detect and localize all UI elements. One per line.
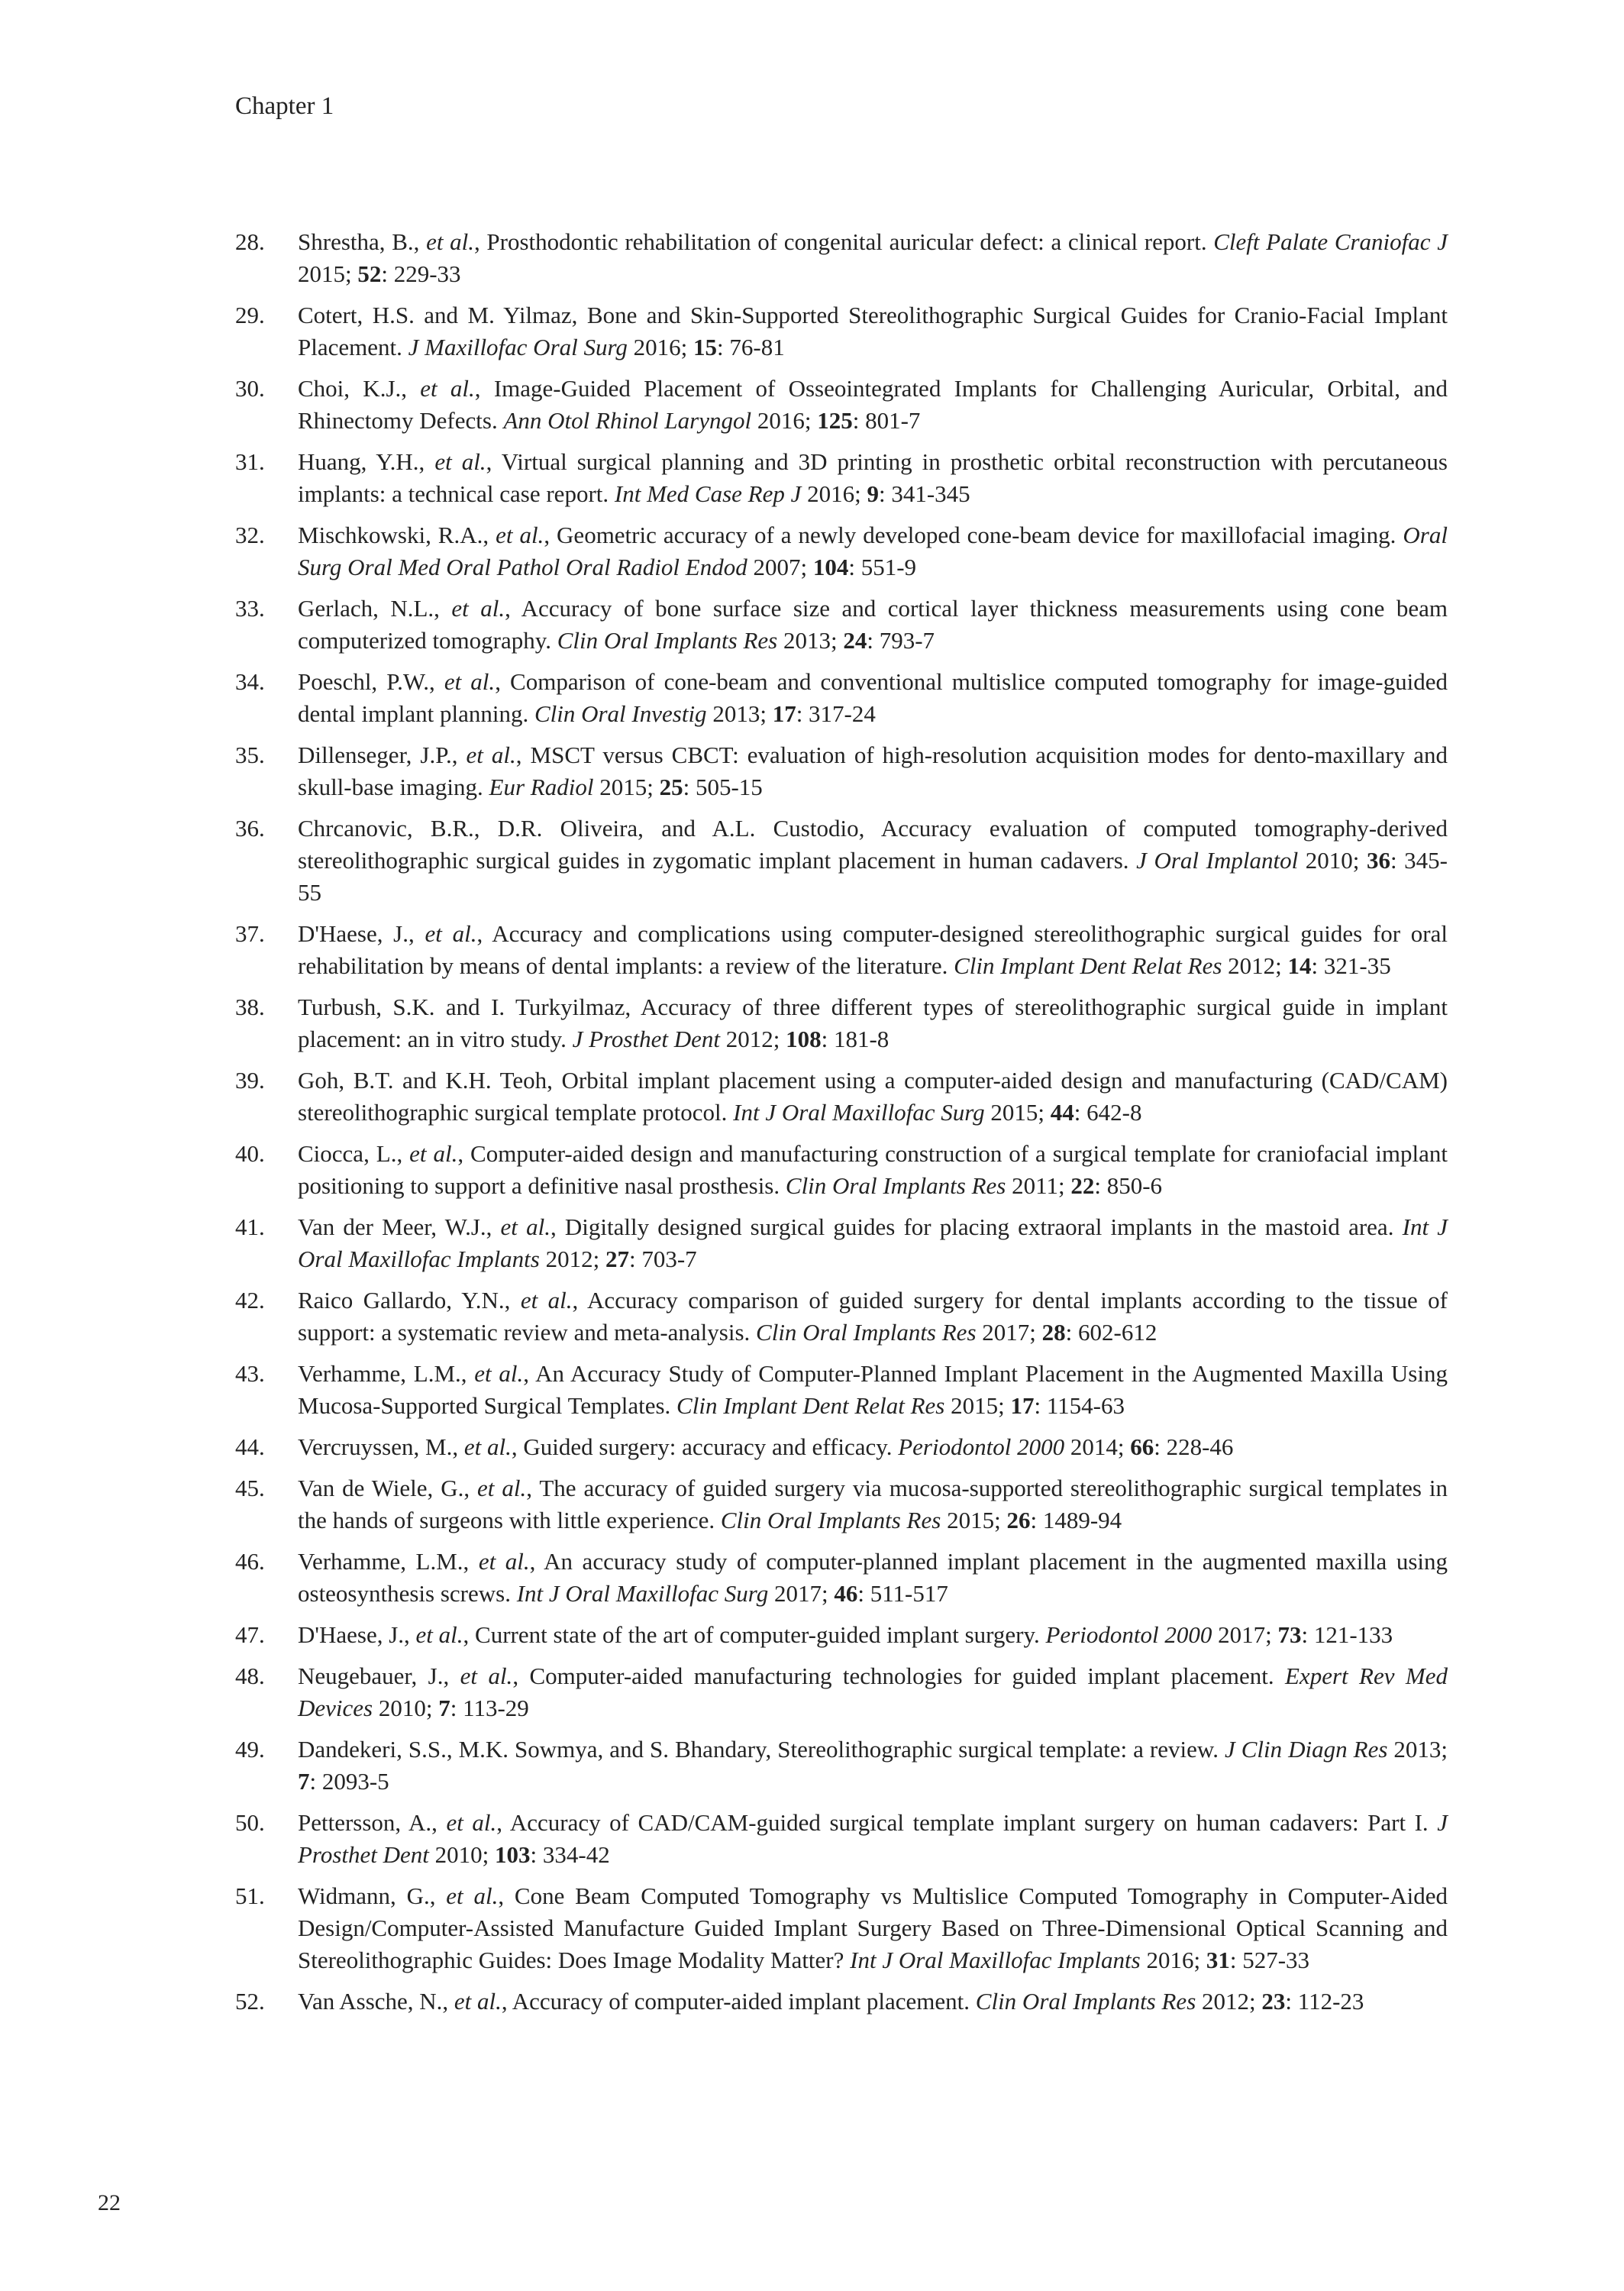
- reference-text: Widmann, G., et al., Cone Beam Computed Tomography vs Multislice Computed Tomography in Computer-Aided Design/Computer-Assisted Manufacture Guided Implant Surgery Based on Three-Dimensional Optical Scanning and Stereolithographic Guides: Does Image Modality Matter? Int J Oral Maxillofac Implants 2016; 31: 527-33: [298, 1882, 1448, 1973]
- reference-number: 42.: [235, 1287, 265, 1314]
- reference-item: [235, 813, 1448, 909]
- reference-number: 34.: [235, 668, 265, 695]
- reference-number: 37.: [235, 920, 265, 947]
- reference-item: [235, 593, 1448, 657]
- reference-item: [235, 1986, 1448, 2018]
- reference-item: [235, 1431, 1448, 1463]
- reference-item: [235, 299, 1448, 364]
- reference-item: [235, 373, 1448, 437]
- reference-number: 51.: [235, 1882, 265, 1909]
- reference-item: [235, 666, 1448, 730]
- reference-item: [235, 1807, 1448, 1871]
- reference-text: Cotert, H.S. and M. Yilmaz, Bone and Skin-Supported Stereolithographic Surgical Guides for Cranio-Facial Implant Placement. J Maxillofac Oral Surg 2016; 15: 76-81: [298, 302, 1448, 360]
- reference-number: 28.: [235, 228, 265, 255]
- reference-text: Turbush, S.K. and I. Turkyilmaz, Accuracy of three different types of stereolithographic surgical guide in implant placement: an in vitro study. J Prosthet Dent 2012; 108: 181-8: [298, 994, 1448, 1052]
- reference-text: D'Haese, J., et al., Accuracy and complications using computer-designed stereolithographic surgical guides for oral rehabilitation by means of dental implants: a review of the literature. Clin Implant Dent Relat Res 2012; 14: 321-35: [298, 920, 1448, 979]
- reference-number: 45.: [235, 1475, 265, 1501]
- reference-item: [235, 1211, 1448, 1275]
- reference-item: [235, 226, 1448, 290]
- reference-number: 41.: [235, 1213, 265, 1240]
- reference-text: Mischkowski, R.A., et al., Geometric accuracy of a newly developed cone-beam device for maxillofacial imaging. Oral Surg Oral Med Oral Pathol Oral Radiol Endod 2007; 104: 551-9: [298, 522, 1448, 580]
- reference-text: Goh, B.T. and K.H. Teoh, Orbital implant placement using a computer-aided design and manufacturing (CAD/CAM) stereolithographic surgical template protocol. Int J Oral Maxillofac Surg 2015; 44: 642-8: [298, 1067, 1448, 1126]
- page-number: 22: [98, 2190, 121, 2215]
- reference-text: Chrcanovic, B.R., D.R. Oliveira, and A.L. Custodio, Accuracy evaluation of computed tomography-derived stereolithographic surgical guides in zygomatic implant placement in human cadavers. J Oral Implantol 2010; 36: 345-55: [298, 815, 1448, 906]
- reference-item: [235, 918, 1448, 982]
- reference-number: 49.: [235, 1736, 265, 1763]
- reference-text: Verhamme, L.M., et al., An accuracy study of computer-planned implant placement in the augmented maxilla using osteosynthesis screws. Int J Oral Maxillofac Surg 2017; 46: 511-517: [298, 1548, 1448, 1607]
- reference-number: 33.: [235, 595, 265, 622]
- chapter-label: Chapter 1: [235, 92, 334, 120]
- reference-number: 35.: [235, 742, 265, 768]
- reference-number: 30.: [235, 375, 265, 402]
- reference-item: [235, 1065, 1448, 1129]
- reference-number: 50.: [235, 1809, 265, 1836]
- reference-text: Raico Gallardo, Y.N., et al., Accuracy comparison of guided surgery for dental implants according to the tissue of support: a systematic review and meta-analysis. Clin Oral Implants Res 2017; 28: 602-612: [298, 1287, 1448, 1346]
- reference-item: [235, 1734, 1448, 1798]
- reference-item: [235, 1546, 1448, 1610]
- reference-item: [235, 1138, 1448, 1202]
- reference-item: [235, 1660, 1448, 1724]
- reference-text: Verhamme, L.M., et al., An Accuracy Study of Computer-Planned Implant Placement in the Augmented Maxilla Using Mucosa-Supported Surgical Templates. Clin Implant Dent Relat Res 2015; 17: 1154-63: [298, 1360, 1448, 1419]
- reference-text: Dillenseger, J.P., et al., MSCT versus CBCT: evaluation of high-resolution acquisition modes for dento-maxillary and skull-base imaging. Eur Radiol 2015; 25: 505-15: [298, 742, 1448, 800]
- reference-number: 47.: [235, 1621, 265, 1648]
- reference-item: [235, 1358, 1448, 1422]
- reference-text: Vercruyssen, M., et al., Guided surgery: accuracy and efficacy. Periodontol 2000 2014; 66: 228-46: [298, 1433, 1234, 1460]
- reference-number: 29.: [235, 302, 265, 328]
- reference-text: Neugebauer, J., et al., Computer-aided manufacturing technologies for guided implant placement. Expert Rev Med Devices 2010; 7: 113-29: [298, 1663, 1448, 1721]
- reference-text: D'Haese, J., et al., Current state of the art of computer-guided implant surgery. Periodontol 2000 2017; 73: 121-133: [298, 1621, 1393, 1648]
- reference-item: [235, 1284, 1448, 1349]
- reference-text: Van de Wiele, G., et al., The accuracy of guided surgery via mucosa-supported stereolithographic surgical templates in the hands of surgeons with little experience. Clin Oral Implants Res 2015; 26: 1489-94: [298, 1475, 1448, 1533]
- reference-text: Huang, Y.H., et al., Virtual surgical planning and 3D printing in prosthetic orbital reconstruction with percutaneous implants: a technical case report. Int Med Case Rep J 2016; 9: 341-345: [298, 448, 1448, 507]
- reference-text: Pettersson, A., et al., Accuracy of CAD/CAM-guided surgical template implant surgery on human cadavers: Part I. J Prosthet Dent 2010; 103: 334-42: [298, 1809, 1448, 1868]
- reference-item: [235, 991, 1448, 1055]
- reference-number: 31.: [235, 448, 265, 475]
- reference-number: 40.: [235, 1140, 265, 1167]
- reference-number: 43.: [235, 1360, 265, 1387]
- reference-text: Dandekeri, S.S., M.K. Sowmya, and S. Bhandary, Stereolithographic surgical template: a review. J Clin Diagn Res 2013; 7: 2093-5: [298, 1736, 1448, 1795]
- reference-number: 44.: [235, 1433, 265, 1460]
- reference-item: [235, 446, 1448, 510]
- reference-item: [235, 739, 1448, 803]
- reference-text: Van Assche, N., et al., Accuracy of computer-aided implant placement. Clin Oral Implants Res 2012; 23: 112-23: [298, 1988, 1364, 2015]
- reference-text: Ciocca, L., et al., Computer-aided design and manufacturing construction of a surgical template for craniofacial implant positioning to support a definitive nasal prosthesis. Clin Oral Implants Res 2011; 22: 850-6: [298, 1140, 1448, 1199]
- references-list: [235, 226, 1448, 2018]
- reference-text: Van der Meer, W.J., et al., Digitally designed surgical guides for placing extraoral implants in the mastoid area. Int J Oral Maxillofac Implants 2012; 27: 703-7: [298, 1213, 1448, 1272]
- reference-text: Poeschl, P.W., et al., Comparison of cone-beam and conventional multislice computed tomography for image-guided dental implant planning. Clin Oral Investig 2013; 17: 317-24: [298, 668, 1448, 727]
- reference-text: Shrestha, B., et al., Prosthodontic rehabilitation of congenital auricular defect: a clinical report. Cleft Palate Craniofac J 2015; 52: 229-33: [298, 228, 1448, 287]
- reference-item: [235, 1880, 1448, 1976]
- reference-number: 46.: [235, 1548, 265, 1575]
- reference-text: Gerlach, N.L., et al., Accuracy of bone surface size and cortical layer thickness measurements using cone beam computerized tomography. Clin Oral Implants Res 2013; 24: 793-7: [298, 595, 1448, 654]
- reference-number: 39.: [235, 1067, 265, 1094]
- reference-item: [235, 1619, 1448, 1651]
- reference-number: 52.: [235, 1988, 265, 2015]
- reference-number: 38.: [235, 994, 265, 1020]
- reference-number: 32.: [235, 522, 265, 548]
- reference-number: 48.: [235, 1663, 265, 1689]
- reference-text: Choi, K.J., et al., Image-Guided Placement of Osseointegrated Implants for Challenging Auricular, Orbital, and Rhinectomy Defects. Ann Otol Rhinol Laryngol 2016; 125: 801-7: [298, 375, 1448, 434]
- reference-item: [235, 1472, 1448, 1536]
- reference-number: 36.: [235, 815, 265, 842]
- reference-item: [235, 519, 1448, 583]
